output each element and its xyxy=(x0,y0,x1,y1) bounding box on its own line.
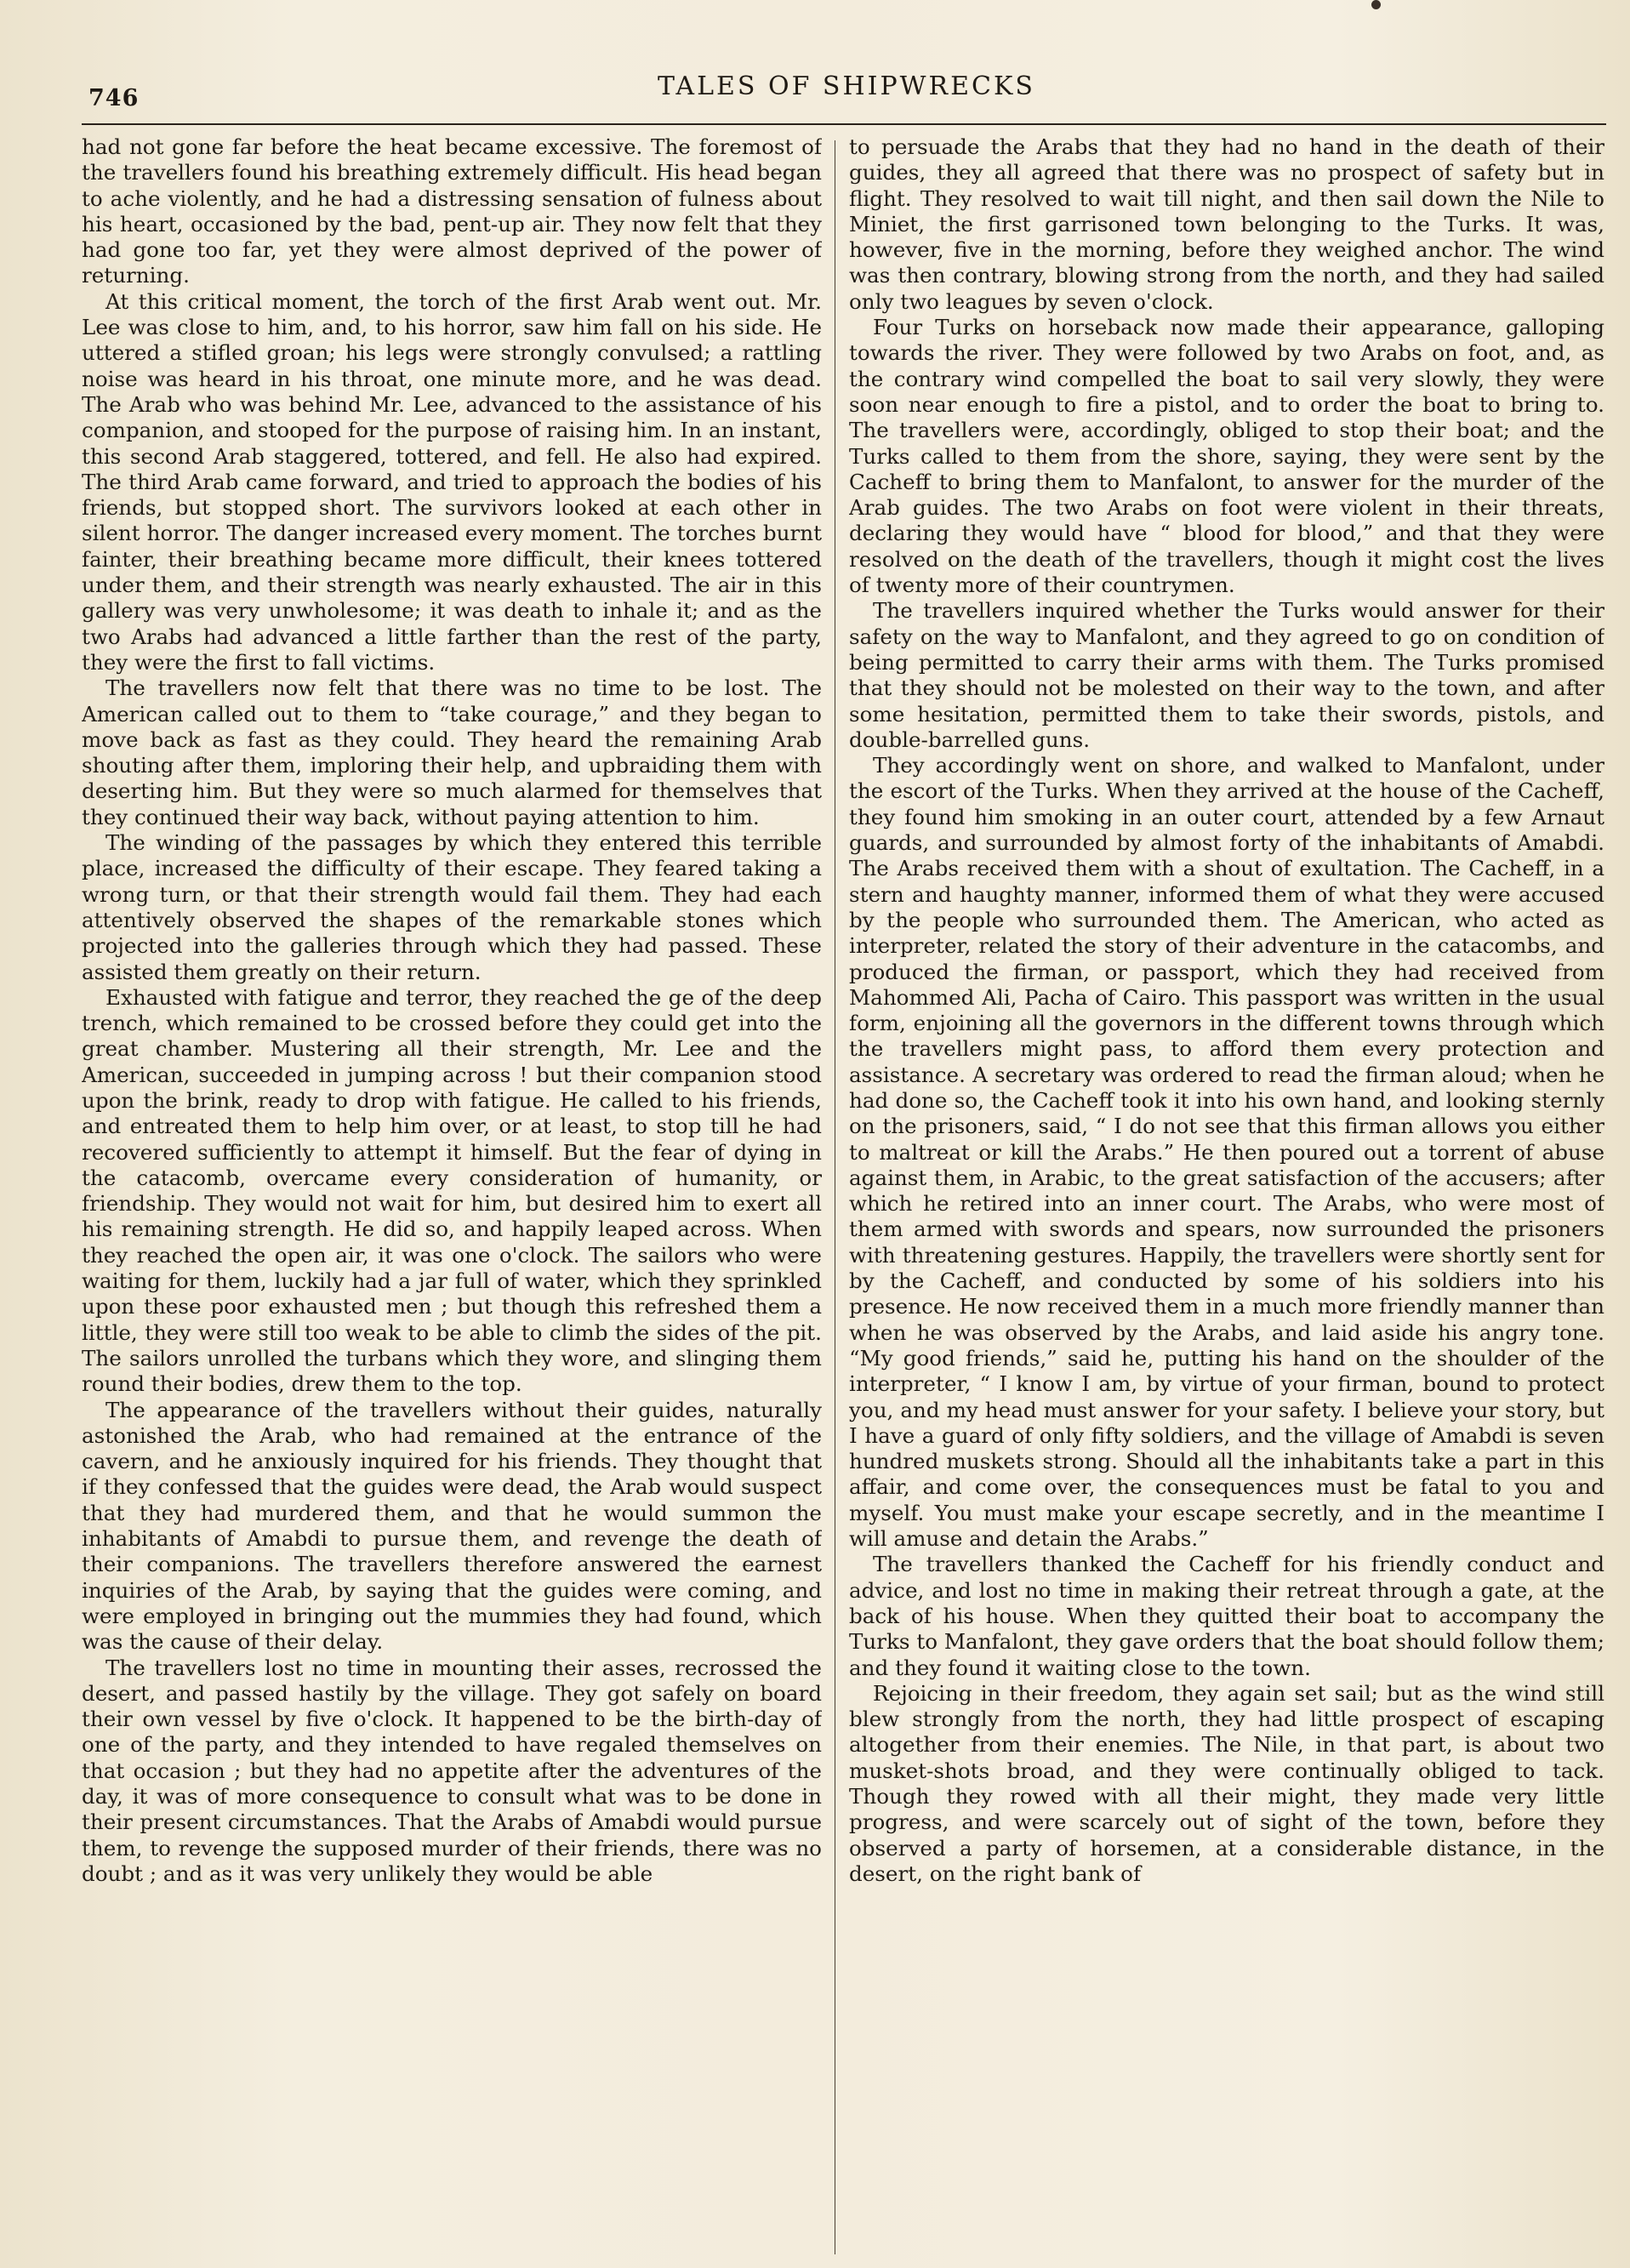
left-paragraph-4: The winding of the passages by which they entered this terrible place, increased the difficulty of their escape. They feared taking a wrong turn, or that their strength would fail them. They had each attentively observed the shapes of the remarkable stones which projected into the galleries through which they had passed. These assisted them greatly on their return. xyxy=(82,830,822,984)
right-column xyxy=(849,134,1604,2261)
left-paragraph-3: The travellers now felt that there was no time to be lost. The American called out to them to “take courage,” and they began to move back as fast as they could. They heard the remaining Arab shouting after them, imploring their help, and upbraiding them with deserting him. But they were so much alarmed for themselves that they continued their way back, without paying attention to him. xyxy=(82,675,822,829)
right-paragraph-1: to persuade the Arabs that they had no hand in the death of their guides, they all agreed that there was no prospect of safety but in flight. They resolved to wait till night, and then sail down the Nile to Miniet, the first garrisoned town belonging to the Turks. It was, however, five in the morning, before they weighed anchor. The wind was then contrary, blowing strong from the north, and they had sailed only two leagues by seven o'clock. xyxy=(849,134,1604,314)
left-paragraph-5: Exhausted with fatigue and terror, they reached the ge of the deep trench, which remained to be crossed before they could get into the great chamber. Mustering all their strength, Mr. Lee and the American, succeeded in jumping across ! but their companion stood upon the brink, ready to drop with fatigue. He called to his friends, and entreated them to help him over, or at least, to stop till he had recovered sufficiently to attempt it himself. But the fear of dying in the catacomb, overcame every consideration of humanity, or friendship. They would not wait for him, but desired him to exert all his remaining strength. He did so, and happily leaped across. When they reached the open air, it was one o'clock. The sailors who were waiting for them, luckily had a jar full of water, which they sprinkled upon these poor exhausted men ; but though this refreshed them a little, they were still too weak to be able to climb the sides of the pit. The sailors unrolled the turbans which they wore, and slinging them round their bodies, drew them to the top. xyxy=(82,984,822,1397)
right-paragraph-2: Four Turks on horseback now made their appearance, galloping towards the river. They were followed by two Arabs on foot, and, as the contrary wind compelled the boat to sail very slowly, they were soon near enough to fire a pistol, and to order the boat to bring to. The travellers were, accordingly, obliged to stop their boat; and the Turks called to them from the shore, saying, they were sent by the Cacheff to bring them to Manfalont, to answer for the murder of the Arab guides. The two Arabs on foot were violent in their threats, declaring they would have “ blood for blood,” and that they were resolved on the death of the travellers, though it might cost the lives of twenty more of their countrymen. xyxy=(849,315,1604,598)
ink-spot xyxy=(1371,0,1381,9)
right-paragraph-4: They accordingly went on shore, and walked to Manfalont, under the escort of the Turks. When they arrived at the house of the Cacheff, they found him smoking in an outer court, attended by a few Arnaut guards, and surrounded by almost forty of the inhabitants of Amabdi. The Arabs received them with a shout of exultation. The Cacheff, in a stern and haughty manner, informed them of what they were accused by the people who surrounded them. The American, who acted as interpreter, related the story of their adventure in the catacombs, and produced the firman, or passport, which they had received from Mahommed Ali, Pacha of Cairo. This passport was written in the usual form, enjoining all the governors in the different towns through which the travellers might pass, to afford them every protection and assistance. A secretary was ordered to read the firman aloud; when he had done so, the Cacheff took it into his own hand, and looking sternly on the prisoners, said, “ I do not see that this firman allows you either to maltreat or kill the Arabs.” He then poured out a torrent of abuse against them, in Arabic, to the great satisfaction of the accusers; after which he retired into an inner court. The Arabs, who were most of them armed with swords and spears, now surrounded the prisoners with threatening gestures. Happily, the travellers were shortly sent for by the Cacheff, and conducted by some of his soldiers into his presence. He now received them in a much more friendly manner than when he was observed by the Arabs, and laid aside his angry tone. “My good friends,” said he, putting his hand on the shoulder of the interpreter, “ I know I am, by virtue of your firman, bound to protect you, and my head must answer for your safety. I believe your story, but I have a guard of only fifty soldiers, and the village of Amabdi is seven hundred muskets strong. Should all the inhabitants take a part in this affair, and come over, the consequences must be fatal to you and myself. You must make your escape secretly, and in the meantime I will amuse and detain the Arabs.” xyxy=(849,753,1604,1552)
page-header xyxy=(85,66,1608,109)
left-paragraph-2: At this critical moment, the torch of the first Arab went out. Mr. Lee was close to him, and, to his horror, saw him fall on his side. He uttered a stifled groan; his legs were strongly convulsed; a rattling noise was heard in his throat, one minute more, and he was dead. The Arab who was behind Mr. Lee, advanced to the assistance of his companion, and stooped for the purpose of raising him. In an instant, this second Arab staggered, tottered, and fell. He also had expired. The third Arab came forward, and tried to approach the bodies of his friends, but stopped short. The survivors looked at each other in silent horror. The danger increased every moment. The torches burnt fainter, their breathing became more difficult, their knees tottered under them, and their strength was nearly exhausted. The air in this gallery was very unwholesome; it was death to inhale it; and as the two Arabs had advanced a little farther than the rest of the party, they were the first to fall victims. xyxy=(82,288,822,675)
left-paragraph-6: The appearance of the travellers without their guides, naturally astonished the Arab, who had remained at the entrance of the cavern, and he anxiously inquired for his friends. They thought that if they confessed that the guides were dead, the Arab would suspect that they had murdered them, and that he would summon the inhabitants of Amabdi to pursue them, and revenge the death of their companions. The travellers therefore answered the earnest inquiries of the Arab, by saying that the guides were coming, and were employed in bringing out the mummies they had found, which was the cause of their delay. xyxy=(82,1397,822,1655)
right-paragraph-5: The travellers thanked the Cacheff for his friendly conduct and advice, and lost no time in making their retreat through a gate, at the back of his house. When they quitted their boat to accompany the Turks to Manfalont, they gave orders that the boat should follow them; and they found it waiting close to the town. xyxy=(849,1552,1604,1680)
left-column xyxy=(82,134,822,2261)
page-number: 746 xyxy=(88,85,140,111)
right-paragraph-3: The travellers inquired whether the Turks would answer for their safety on the way to Manfalont, and they agreed to go on condition of being permitted to carry their arms with them. The Turks promised that they should not be molested on their way to the town, and after some hesitation, permitted them to take their swords, pistols, and double-barrelled guns. xyxy=(849,598,1604,752)
running-title: TALES OF SHIPWRECKS xyxy=(658,71,1035,101)
left-paragraph-1: had not gone far before the heat became excessive. The foremost of the travellers found his breathing extremely difficult. His head began to ache violently, and he had a distressing sensation of fulness about his heart, occasioned by the bad, pent-up air. They now felt that they had gone too far, yet they were almost deprived of the power of returning. xyxy=(82,134,822,288)
right-paragraph-6: Rejoicing in their freedom, they again set sail; but as the wind still blew strongly from the north, they had little prospect of escaping altogether from their enemies. The Nile, in that part, is about two musket-shots broad, and they were continually obliged to tack. Though they rowed with all their might, they made very little progress, and were scarcely out of sight of the town, before they observed a party of horsemen, at a considerable distance, in the desert, on the right bank of xyxy=(849,1680,1604,1886)
header-rule xyxy=(82,123,1606,125)
left-paragraph-7: The travellers lost no time in mounting their asses, recrossed the desert, and passed hastily by the village. They got safely on board their own vessel by five o'clock. It happened to be the birth-day of one of the party, and they intended to have regaled themselves on that occasion ; but they had no appetite after the adventures of the day, it was of more consequence to consult what was to be done in their present circumstances. That the Arabs of Amabdi would pursue them, to revenge the supposed murder of their friends, there was no doubt ; and as it was very unlikely they would be able xyxy=(82,1655,822,1886)
